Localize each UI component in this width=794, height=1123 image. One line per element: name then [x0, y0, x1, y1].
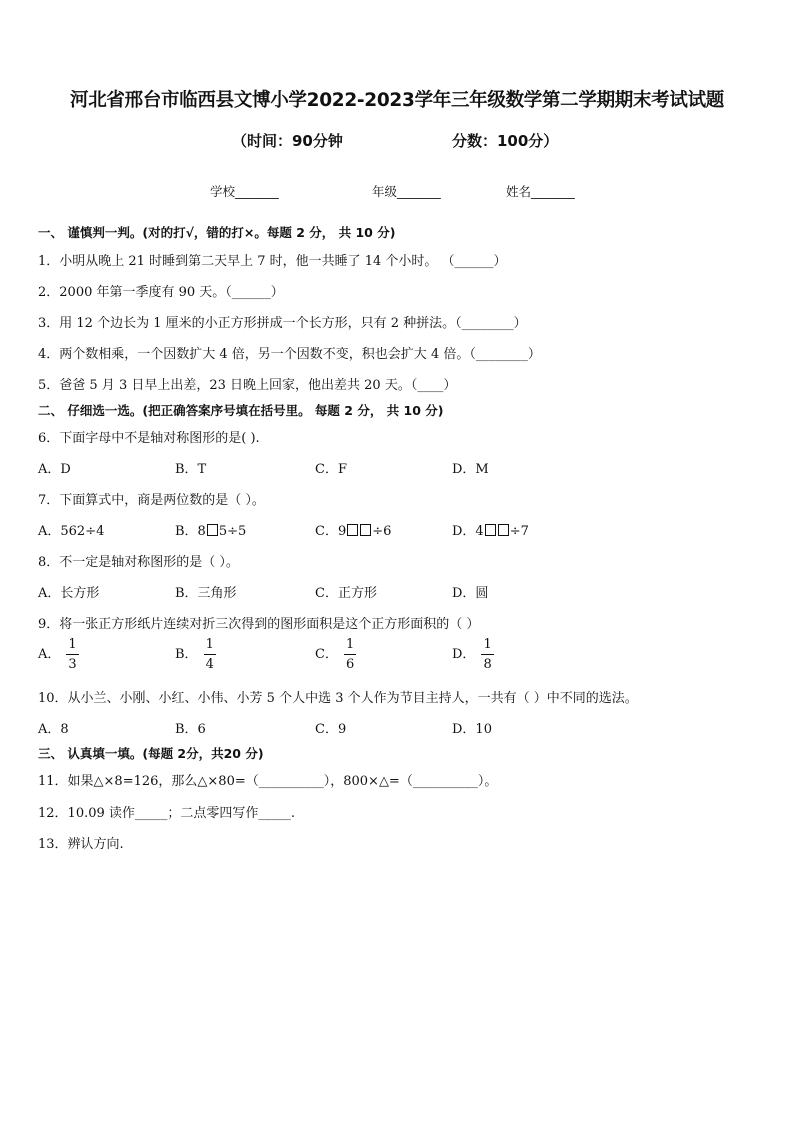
q6-option-c: C．F: [315, 462, 347, 477]
blank-box: [498, 524, 509, 536]
fraction: $\frac{1}{8}$: [483, 637, 492, 672]
blank-box: [207, 524, 218, 536]
q8-option-d: D．圆: [452, 586, 489, 601]
fraction: $\frac{1}{3}$: [68, 637, 77, 672]
question-7: 7．下面算式中，商是两位数的是（ ）。: [38, 493, 265, 508]
q7-option-b: B．8 5÷5: [175, 524, 247, 539]
page-title: 河北省邢台市临西县文博小学2022-2023学年三年级数学第二学期期末考试试题: [70, 90, 724, 111]
question-10: 10．从小兰、小刚、小红、小伟、小芳 5 个人中选 3 个人作为节目主持人，一共有（ ）中不同的选法。: [38, 691, 638, 706]
q10-option-c: C．9: [315, 722, 347, 737]
q7-option-c: C．9 ÷6: [315, 524, 392, 539]
grade-field[interactable]: 年级_______: [372, 184, 441, 199]
fraction: $\frac{1}{6}$: [345, 637, 355, 672]
name-field[interactable]: 姓名_______: [506, 184, 575, 199]
question-8: 8．不一定是轴对称图形的是（ ）。: [38, 555, 239, 570]
q9-option-c: C． $\frac{1}{6}$: [315, 637, 355, 672]
q9-option-b: B． $\frac{1}{4}$: [175, 637, 214, 672]
q7-option-a: A．562÷4: [38, 524, 105, 539]
q6-option-d: D．M: [452, 462, 489, 477]
section-1-heading: 一、 谨慎判一判。(对的打√，错的打×。每题 2 分， 共 10 分): [38, 225, 396, 240]
q10-option-b: B．6: [175, 722, 206, 737]
question-4: 4．两个数相乘，一个因数扩大 4 倍，另一个因数不变，积也会扩大 4 倍。（________）: [38, 347, 541, 362]
exam-score: 分数：100分）: [452, 132, 559, 150]
school-field[interactable]: 学校_______: [210, 184, 279, 199]
blank-box: [360, 524, 371, 536]
q9-option-d: D． $\frac{1}{8}$: [452, 637, 492, 672]
q9-option-a: A． $\frac{1}{3}$: [38, 637, 77, 672]
question-9: 9．将一张正方形纸片连续对折三次得到的图形面积是这个正方形面积的（ ）: [38, 617, 480, 632]
question-1: 1．小明从晚上 21 时睡到第二天早上 7 时，他一共睡了 14 个小时。 （______）: [38, 254, 507, 269]
question-12: 12．10.09 读作_____；二点零四写作_____.: [38, 806, 296, 821]
section-2-heading: 二、 仔细选一选。(把正确答案序号填在括号里。 每题 2 分， 共 10 分): [38, 403, 444, 418]
exam-time: （时间：90分钟: [232, 132, 343, 150]
q8-option-a: A．长方形: [38, 586, 100, 601]
question-3: 3．用 12 个边长为 1 厘米的小正方形拼成一个长方形，只有 2 种拼法。（________）: [38, 316, 527, 331]
fraction: $\frac{1}{4}$: [205, 637, 214, 672]
q8-option-b: B．三角形: [175, 586, 237, 601]
q8-option-c: C．正方形: [315, 586, 377, 601]
question-13: 13．辨认方向.: [38, 837, 124, 852]
blank-box: [347, 524, 358, 536]
q6-option-b: B．T: [175, 462, 207, 477]
q7-option-d: D．4 ÷7: [452, 524, 529, 539]
question-5: 5．爸爸 5 月 3 日早上出差，23 日晚上回家，他出差共 20 天。（____）: [38, 378, 457, 393]
blank-box: [485, 524, 496, 536]
q10-option-a: A．8: [38, 722, 69, 737]
question-11: 11．如果△×8=126，那么△×80=（__________），800×△=（__________）。: [38, 774, 498, 789]
q6-option-a: A．D: [38, 462, 71, 477]
question-6: 6．下面字母中不是轴对称图形的是( ).: [38, 431, 260, 446]
section-3-heading: 三、 认真填一填。(每题 2分，共20 分): [38, 746, 264, 761]
question-2: 2．2000 年第一季度有 90 天。（______）: [38, 285, 284, 300]
q10-option-d: D．10: [452, 722, 492, 737]
